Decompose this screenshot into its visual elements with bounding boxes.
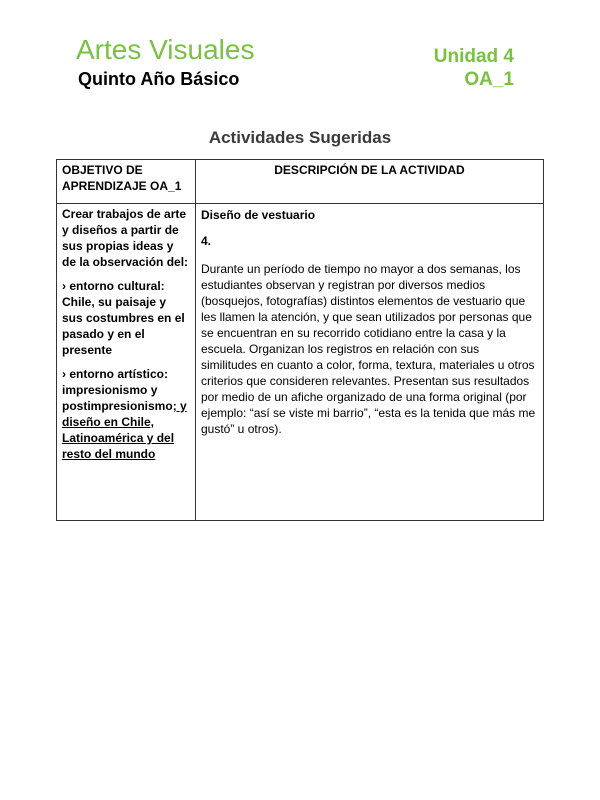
- oa-label: OA_1: [464, 69, 514, 90]
- subject-title: Artes Visuales: [76, 34, 255, 65]
- objective-item-artistic-text: › entorno artístico: impresionismo y postimpresionismo: [62, 367, 173, 413]
- unit-label: Unidad 4: [433, 46, 514, 67]
- activity-number: 4.: [201, 234, 212, 248]
- objective-item-cultural: › entorno cultural: Chile, su paisaje y sus costumbres en el pasado y en el presente: [62, 279, 185, 357]
- description-column-header: DESCRIPCIÓN DE LA ACTIVIDAD: [196, 160, 544, 204]
- activities-table: [56, 159, 544, 521]
- grade-subtitle: Quinto Año Básico: [78, 69, 240, 89]
- activity-body: Durante un período de tiempo no mayor a dos semanas, los estudiantes observan y registran por diversos medios (bosquejos, fotografías) distintos elementos de vestuario que les llamen la atención, y que sean utilizados por personas que se encuentran en su recorrido cotidiano entre la casa y la escuela. Organizan los registros en relación con sus similitudes en cuanto a color, forma, textura, materiales u otros criterios que consideren relevantes. Presentan sus resultados por medio de un afiche organizado de una forma original (por ejemplo: “así se viste mi barrio”, “esta es la tenida que más me gustó” u otros).: [201, 262, 536, 436]
- description-cell: [196, 204, 544, 521]
- objective-column-header: OBJETIVO DE APRENDIZAJE OA_1: [57, 160, 196, 204]
- objective-item-artistic: [62, 366, 190, 462]
- objective-intro: Crear trabajos de arte y diseños a partir de sus propias ideas y de la observación del:: [62, 207, 189, 269]
- section-title: Actividades Sugeridas: [208, 128, 392, 147]
- table-row: [57, 204, 544, 521]
- activity-title: Diseño de vestuario: [201, 208, 316, 222]
- objective-item-artistic-underlined: ; y diseño en Chile, Latinoamérica y del resto del mundo: [62, 399, 187, 461]
- objective-cell: [57, 204, 196, 521]
- table-header-row: [57, 160, 544, 204]
